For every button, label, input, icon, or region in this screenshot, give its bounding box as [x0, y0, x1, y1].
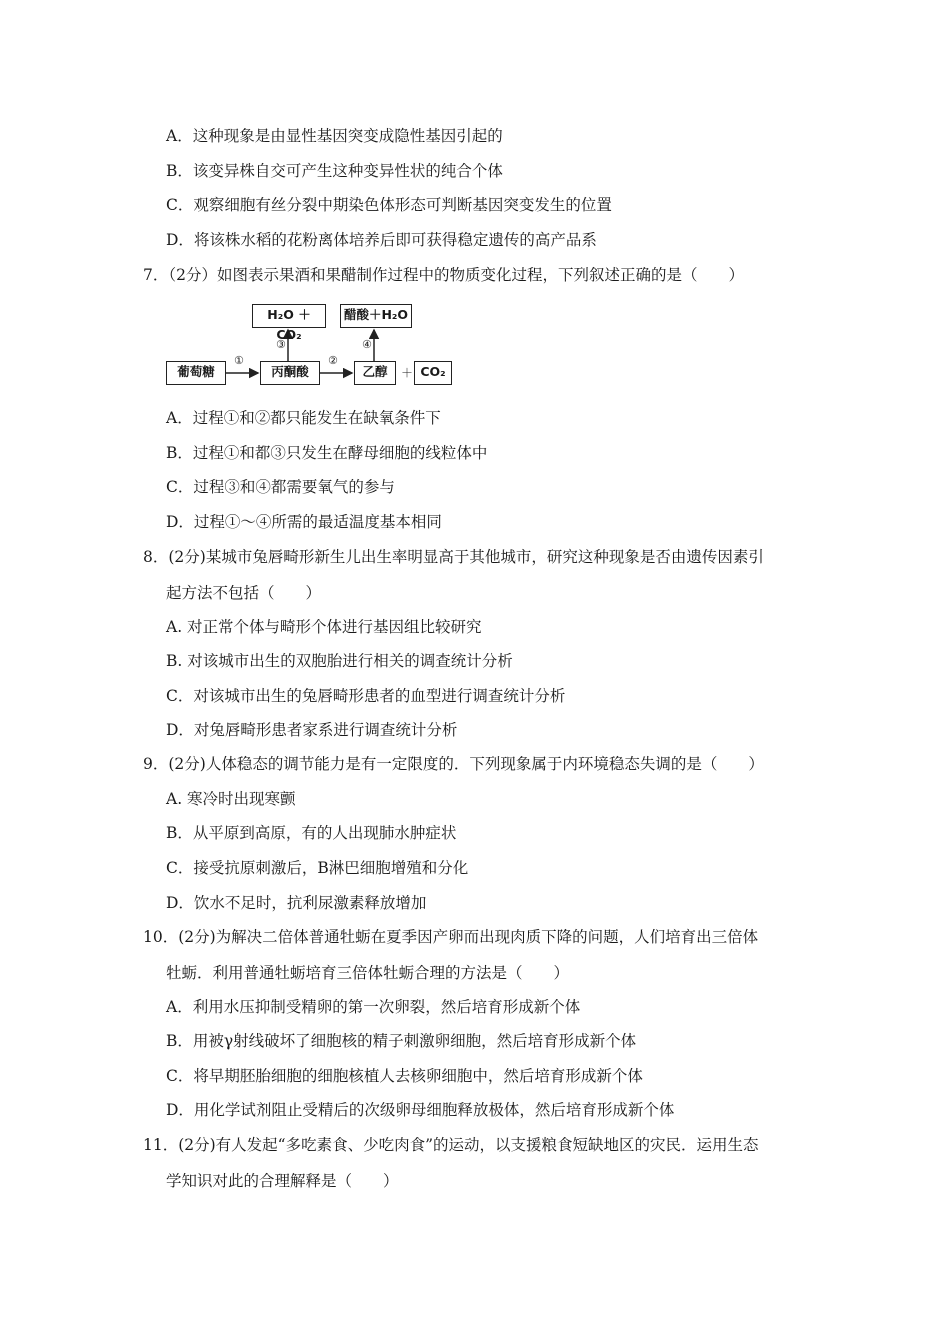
label-step3: ③: [276, 338, 286, 351]
q7-stem: 7．（2分）如图表示果酒和果醋制作过程中的物质变化过程，下列叙述正确的是（ ）: [143, 266, 744, 284]
q10-stem-line1: 10．(2分)为解决二倍体普通牡蛎在夏季因产卵而出现肉质下降的问题，人们培育出三倍体: [143, 928, 759, 946]
q6-option-b: B．该变异株自交可产生这种变异性状的纯合个体: [166, 162, 503, 180]
q11-stem-line2: 学知识对此的合理解释是（ ）: [166, 1172, 399, 1190]
label-step4: ④: [362, 338, 372, 351]
q7-option-a: A．过程①和②都只能发生在缺氧条件下: [166, 409, 441, 427]
q9-option-a: A. 寒冷时出现寒颤: [166, 790, 296, 808]
q7-option-b: B．过程①和都③只发生在酵母细胞的线粒体中: [166, 444, 488, 462]
q10-option-b: B．用被γ射线破坏了细胞核的精子刺激卵细胞，然后培育形成新个体: [166, 1032, 637, 1050]
box-ethanol: 乙醇: [354, 361, 396, 385]
q8-option-a: A. 对正常个体与畸形个体进行基因组比较研究: [166, 618, 482, 636]
q8-option-d: D．对兔唇畸形患者家系进行调查统计分析: [166, 721, 458, 739]
q9-option-d: D．饮水不足时，抗利尿激素释放增加: [166, 894, 427, 912]
q8-option-c: C．对该城市出生的兔唇畸形患者的血型进行调查统计分析: [166, 687, 566, 705]
box-acetic-acid: 醋酸＋H₂O: [340, 304, 412, 328]
q7-option-c: C．过程③和④都需要氧气的参与: [166, 478, 395, 496]
box-h2o-co2: H₂O ＋ CO₂: [252, 304, 326, 328]
q10-option-a: A．利用水压抑制受精卵的第一次卵裂，然后培育形成新个体: [166, 998, 581, 1016]
q6-option-d: D．将该株水稻的花粉离体培养后即可获得稳定遗传的高产品系: [166, 231, 597, 249]
q10-stem-line2: 牡蛎．利用普通牡蛎培育三倍体牡蛎合理的方法是（ ）: [166, 964, 570, 982]
q7-option-d: D．过程①～④所需的最适温度基本相同: [166, 513, 442, 531]
q9-option-b: B．从平原到高原，有的人出现肺水肿症状: [166, 824, 457, 842]
plus-sign: ＋: [401, 366, 414, 380]
q10-option-d: D．用化学试剂阻止受精后的次级卵母细胞释放极体，然后培育形成新个体: [166, 1101, 675, 1119]
q6-option-a: A．这种现象是由显性基因突变成隐性基因引起的: [166, 127, 503, 145]
box-glucose: 葡萄糖: [166, 361, 226, 385]
label-step2: ②: [328, 354, 338, 367]
q6-option-c: C．观察细胞有丝分裂中期染色体形态可判断基因突变发生的位置: [166, 196, 612, 214]
label-step1: ①: [234, 354, 244, 367]
q8-option-b: B. 对该城市出生的双胞胎进行相关的调查统计分析: [166, 652, 513, 670]
q8-stem-line2: 起方法不包括（ ）: [166, 584, 322, 602]
fermentation-diagram: [166, 298, 466, 392]
q10-option-c: C．将早期胚胎细胞的细胞核植人去核卵细胞中，然后培育形成新个体: [166, 1067, 643, 1085]
q11-stem-line1: 11．(2分)有人发起“多吃素食、少吃肉食”的运动，以支援粮食短缺地区的灾民．运用生态: [143, 1136, 759, 1154]
box-pyruvate: 丙酮酸: [260, 361, 320, 385]
q9-option-c: C．接受抗原刺激后，B淋巴细胞增殖和分化: [166, 859, 469, 877]
q8-stem-line1: 8．(2分)某城市兔唇畸形新生儿出生率明显高于其他城市，研究这种现象是否由遗传因素引: [143, 548, 764, 566]
box-co2: CO₂: [414, 361, 452, 385]
q9-stem: 9．(2分)人体稳态的调节能力是有一定限度的．下列现象属于内环境稳态失调的是（ ）: [143, 755, 764, 773]
